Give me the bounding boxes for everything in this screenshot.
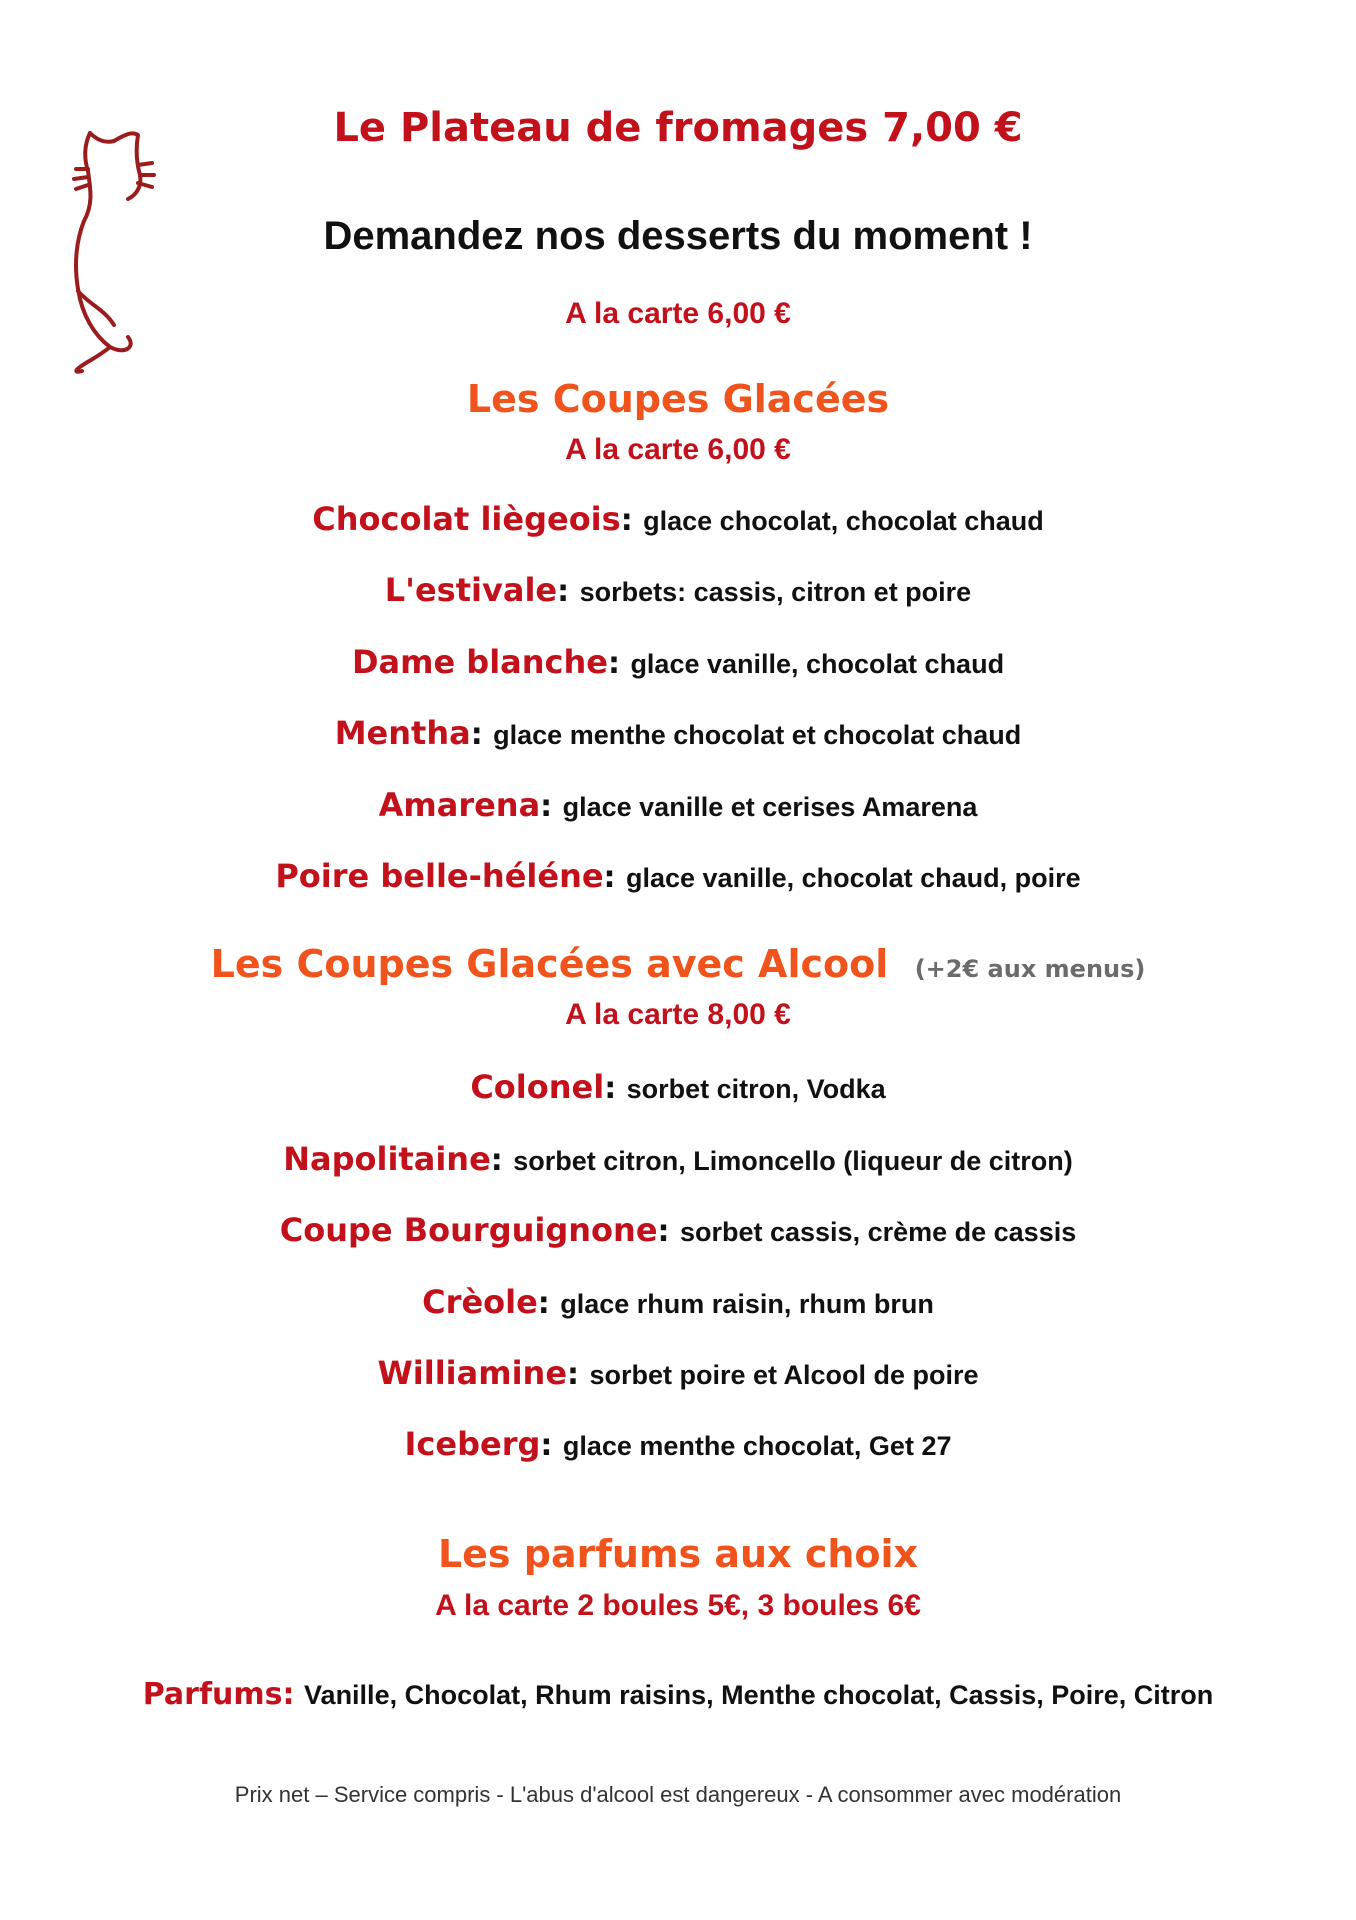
- item-name: Williamine: [377, 1354, 568, 1392]
- item-desc: sorbet citron, Limoncello (liqueur de citron): [513, 1146, 1073, 1176]
- parfums-values: Vanille, Chocolat, Rhum raisins, Menthe chocolat, Cassis, Poire, Citron: [304, 1680, 1214, 1710]
- menu-item: L'estivale: sorbets: cassis, citron et poire: [384, 571, 972, 609]
- coupes-price: A la carte 6,00 €: [565, 433, 791, 466]
- item-desc: sorbet poire et Alcool de poire: [589, 1360, 979, 1390]
- item-desc: glace vanille, chocolat chaud: [630, 649, 1005, 679]
- item-desc: glace rhum raisin, rhum brun: [560, 1289, 934, 1319]
- menu-item: Williamine: sorbet poire et Alcool de poire: [377, 1354, 979, 1392]
- item-name: Dame blanche: [351, 643, 608, 681]
- parfums-price: A la carte 2 boules 5€, 3 boules 6€: [435, 1589, 921, 1622]
- section-heading-coupes: Les Coupes Glacées: [466, 377, 890, 421]
- desserts-heading: Demandez nos desserts du moment !: [323, 214, 1033, 258]
- item-name: Amarena: [378, 786, 541, 824]
- item-desc: sorbet cassis, crème de cassis: [679, 1217, 1077, 1247]
- menu-item: Chocolat liègeois: glace chocolat, chocolat chaud: [312, 500, 1044, 538]
- item-desc: sorbets: cassis, citron et poire: [579, 577, 972, 607]
- item-desc: glace menthe chocolat et chocolat chaud: [493, 720, 1022, 750]
- item-desc: sorbet citron, Vodka: [626, 1074, 886, 1104]
- menu-item: Poire belle-héléne: glace vanille, chocolat chaud, poire: [275, 857, 1081, 895]
- item-name: Mentha: [334, 714, 471, 752]
- coupes-alcool-price: A la carte 8,00 €: [565, 998, 791, 1031]
- menu-item: Napolitaine: sorbet citron, Limoncello (liqueur de citron): [283, 1140, 1073, 1178]
- menu-item: Colonel: sorbet citron, Vodka: [470, 1068, 886, 1106]
- menu-item: Mentha: glace menthe chocolat et chocolat chaud: [334, 714, 1022, 752]
- coupes-alcool-heading: Les Coupes Glacées avec Alcool: [210, 942, 889, 986]
- menu-item: Dame blanche: glace vanille, chocolat chaud: [351, 643, 1005, 681]
- item-desc: glace vanille, chocolat chaud, poire: [626, 863, 1081, 893]
- item-name: Coupe Bourguignone: [279, 1211, 658, 1249]
- item-name: Crèole: [422, 1283, 538, 1321]
- item-name: Iceberg: [404, 1425, 541, 1463]
- item-desc: glace vanille et cerises Amarena: [562, 792, 978, 822]
- menu-item: Coupe Bourguignone: sorbet cassis, crème de cassis: [279, 1211, 1077, 1249]
- menu-item: Iceberg: glace menthe chocolat, Get 27: [404, 1425, 952, 1463]
- footer-legal-note: Prix net – Service compris - L'abus d'alcool est dangereux - A consommer avec modération: [234, 1782, 1122, 1807]
- item-name: Napolitaine: [283, 1140, 491, 1178]
- section-heading-parfums: Les parfums aux choix: [437, 1532, 919, 1576]
- parfums-list: [0, 1677, 1356, 1712]
- item-desc: glace menthe chocolat, Get 27: [562, 1431, 952, 1461]
- menu-item: Amarena: glace vanille et cerises Amarena: [378, 786, 978, 824]
- item-name: L'estivale: [384, 571, 558, 609]
- menu-supplement-note: (+2€ aux menus): [914, 955, 1146, 983]
- menu-item: Crèole: glace rhum raisin, rhum brun: [422, 1283, 934, 1321]
- item-name: Poire belle-héléne: [275, 857, 604, 895]
- item-name: Colonel: [470, 1068, 605, 1106]
- cheese-plate-title: Le Plateau de fromages 7,00 €: [333, 105, 1023, 151]
- desserts-price: A la carte 6,00 €: [565, 297, 791, 330]
- item-name: Chocolat liègeois: [312, 500, 621, 538]
- parfums-label: Parfums:: [142, 1677, 295, 1712]
- section-heading-coupes-alcool: [0, 942, 1356, 986]
- item-desc: glace chocolat, chocolat chaud: [643, 506, 1044, 536]
